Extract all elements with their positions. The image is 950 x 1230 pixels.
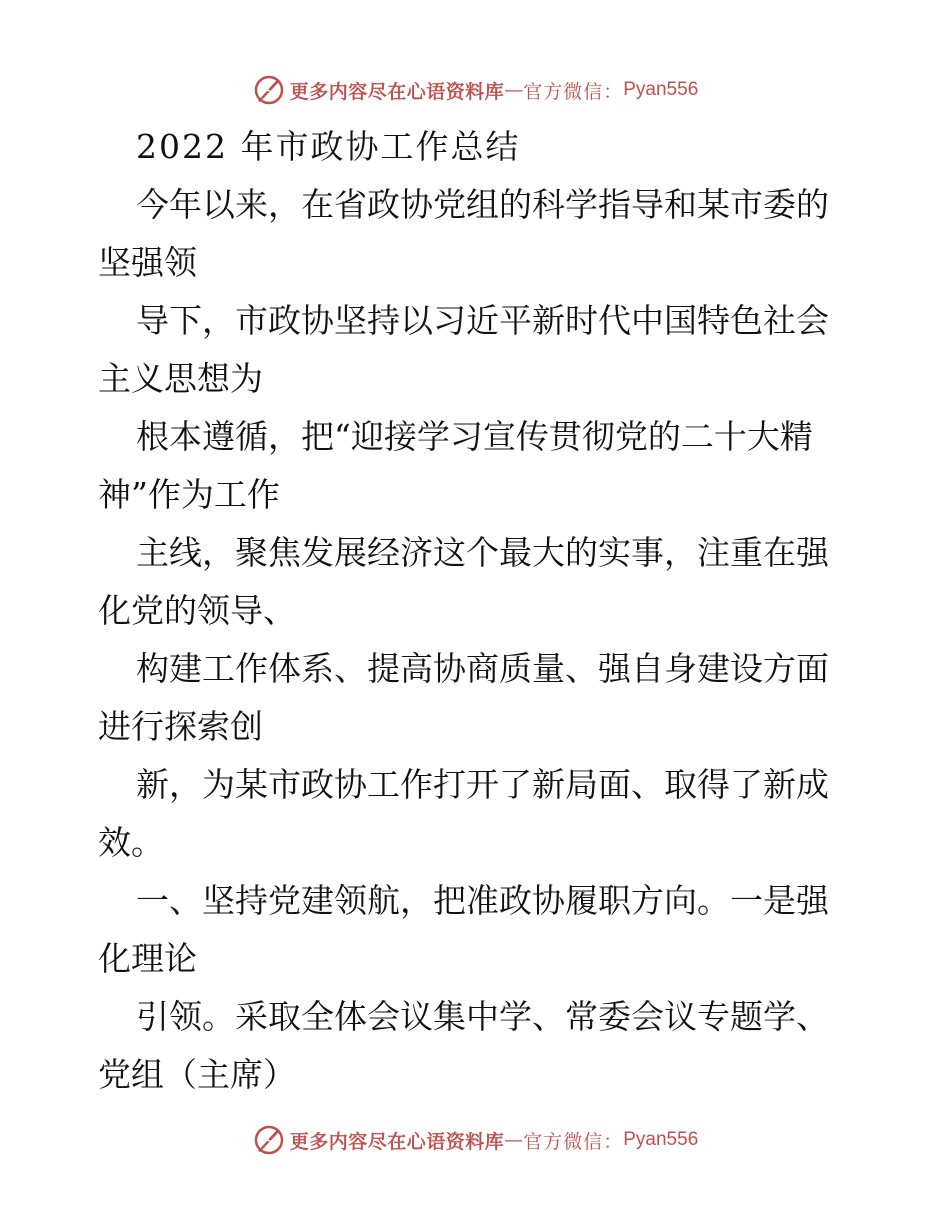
- text-line: 今年以来，在省政协党组的科学指导和某市委的: [136, 185, 829, 224]
- text-line: 构建工作体系、提高协商质量、强自身建设方面: [136, 649, 829, 688]
- banner-wechat-label: 官方微信：: [523, 80, 624, 103]
- text-line: 导下，市政协坚持以习近平新时代中国特色社会: [136, 301, 829, 340]
- text-line: 神”作为工作: [98, 475, 280, 514]
- banner-wechat-id: Pyan556: [623, 1129, 699, 1150]
- text-line: 化党的领导、: [98, 591, 296, 630]
- banner-dash: —: [504, 1129, 524, 1151]
- banner-wechat-id: Pyan556: [623, 79, 699, 100]
- banner-dash: —: [504, 79, 524, 101]
- text-line: 效。: [98, 823, 164, 862]
- banner-main-text: 更多内容尽在心语资料库: [289, 1130, 505, 1153]
- quill-logo-icon: [252, 73, 286, 107]
- text-line: 主线，聚焦发展经济这个最大的实事，注重在强: [136, 533, 829, 572]
- text-line: 坚强领: [98, 243, 197, 282]
- text-line: 新，为某市政协工作打开了新局面、取得了新成: [136, 765, 829, 804]
- text-line: 主义思想为: [98, 359, 263, 398]
- text-line: 一、坚持党建领航，把准政协履职方向。一是强: [136, 881, 829, 920]
- footer-watermark-banner: [0, 1120, 950, 1160]
- text-line: 进行探索创: [98, 707, 263, 746]
- document-body: [98, 118, 858, 1104]
- text-line: 党组（主席）: [98, 1055, 296, 1094]
- text-line: 化理论: [98, 939, 197, 978]
- document-title: 2022 年市政协工作总结: [136, 127, 521, 166]
- header-watermark-banner: [0, 70, 950, 110]
- banner-wechat-label: 官方微信：: [523, 1130, 624, 1153]
- quill-logo-icon: [252, 1123, 286, 1157]
- text-line: 引领。采取全体会议集中学、常委会议专题学、: [136, 997, 829, 1036]
- banner-main-text: 更多内容尽在心语资料库: [289, 80, 505, 103]
- text-line: 根本遵循，把“迎接学习宣传贯彻党的二十大精: [136, 417, 813, 456]
